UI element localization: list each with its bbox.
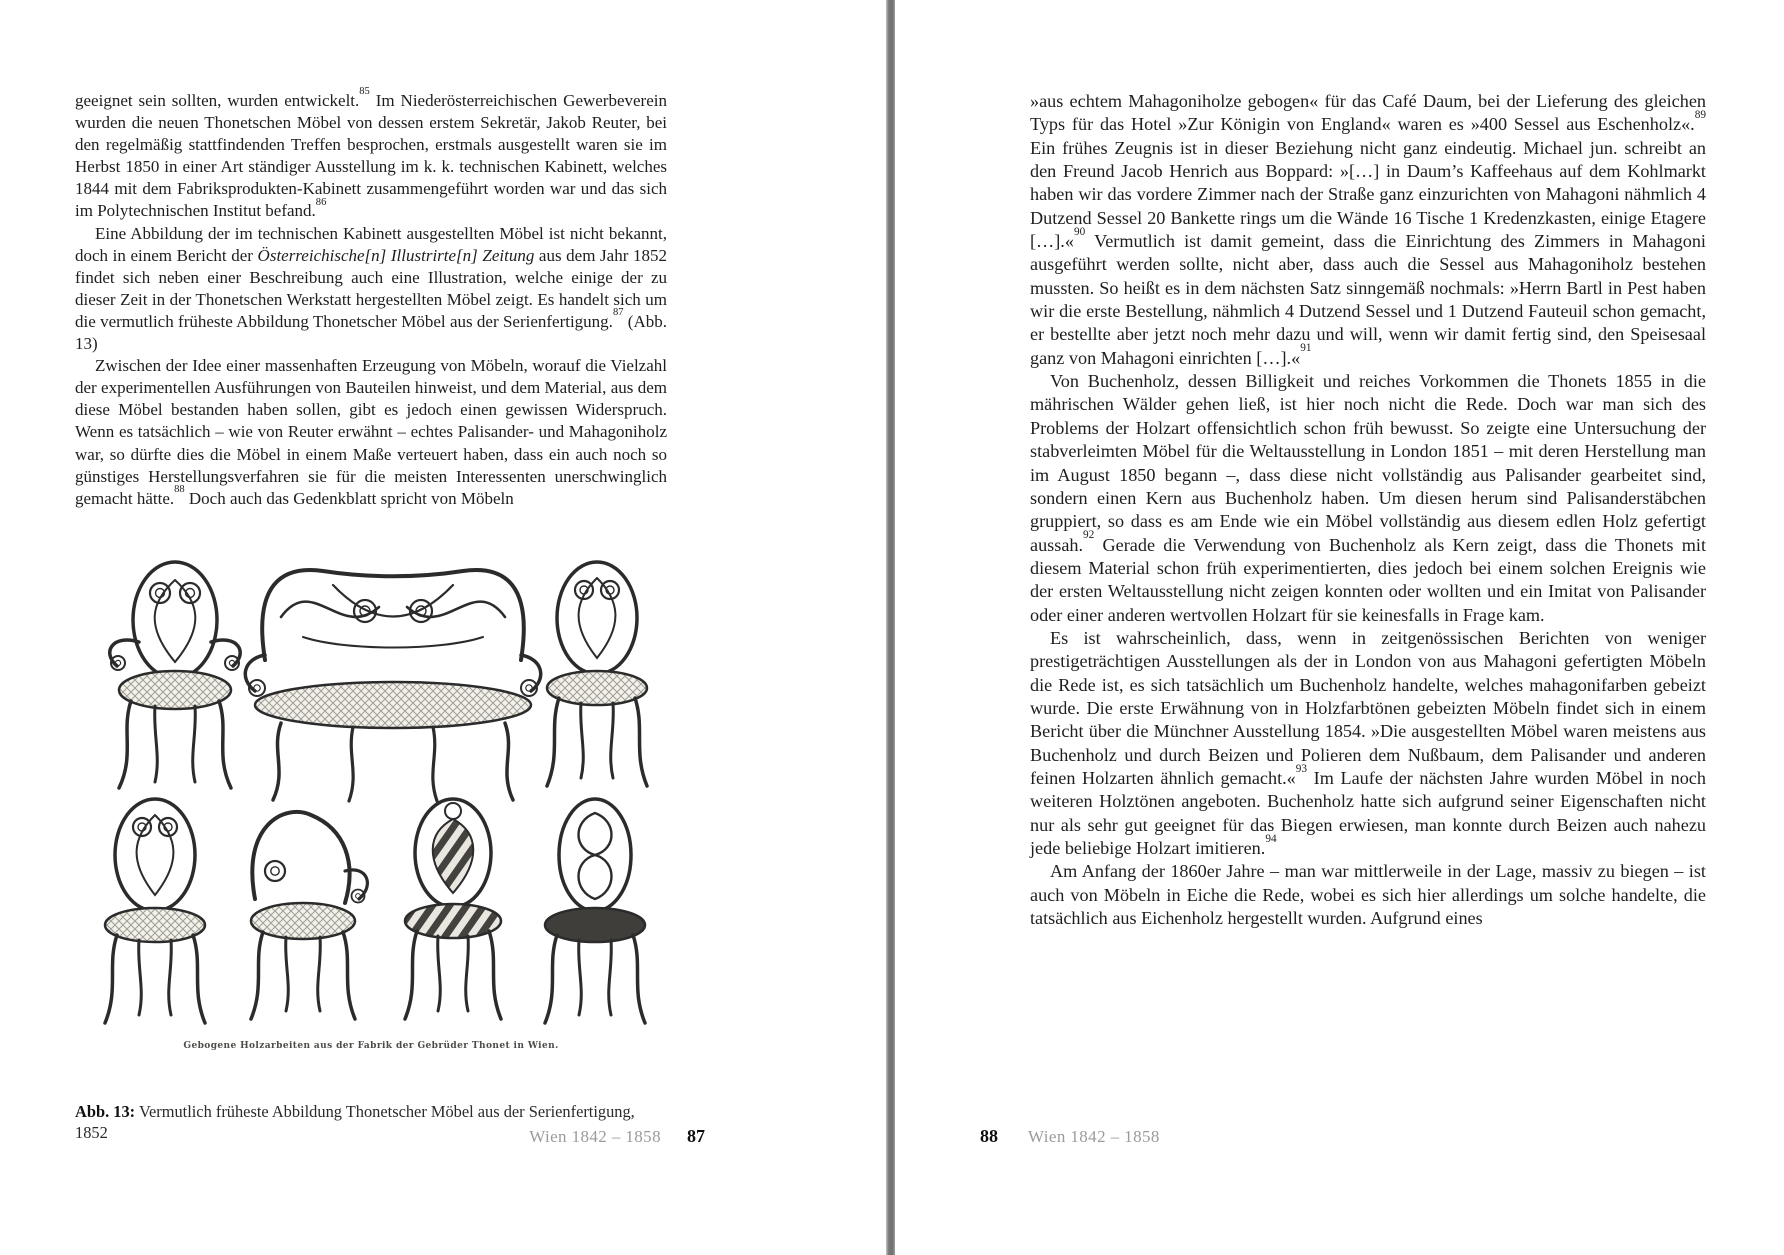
footnote-ref: 94 xyxy=(1265,832,1277,845)
body-text: Gerade die Verwendung von Buchenholz als Kern zeigt, dass die Thonets mit diesem Material schon früh experimentierten, dies jedoch bei einem solchen Ereignis wie der ersten Weltausstellung nicht zeigen konnten oder wollten und ein Imitat von Palisander oder einer anderen wertvollen Holzart für sie keinesfalls in Frage kam. xyxy=(1030,534,1706,625)
body-text: Am Anfang der 1860er Jahre – man war mittlerweile in der Lage, massiv zu biegen – ist auch von Möbeln in Eiche die Rede, wobei es sich hier allerdings um solche handelte, die tatsächlich aus Eichenholz hergestellt wurden. Aufgrund eines xyxy=(1030,861,1706,929)
footnote-ref: 87 xyxy=(612,307,624,319)
body-text: aus dem Jahr 1852 findet sich neben einer Beschreibung auch eine Illustration, welche einige der zu dieser Zeit in der Thonetschen Werkstatt hergestellten Möbel zeigt. Es handelt sich um die vermutlich früheste Abbildung Thonetscher Möbel aus der Serienfertigung. xyxy=(75,245,667,331)
running-title: Wien 1842 – 1858 xyxy=(1028,1127,1160,1146)
settee-illustration xyxy=(245,570,540,801)
figure-caption-label: Abb. 13: xyxy=(75,1102,136,1122)
body-text: Doch auch das Gedenkblatt spricht von Möbeln xyxy=(184,488,514,508)
page-number: 87 xyxy=(687,1126,705,1146)
paragraph xyxy=(1030,860,1706,930)
footnote-ref: 86 xyxy=(315,196,327,208)
side-chair-illustration-bottom-1 xyxy=(105,799,205,1023)
running-title: Wien 1842 – 1858 xyxy=(529,1127,661,1146)
loop-back-chair-illustration-bottom-4 xyxy=(545,799,645,1023)
left-page xyxy=(75,86,705,1210)
paragraph xyxy=(1030,90,1706,370)
engraving-caption: Gebogene Holzarbeiten aus der Fabrik der Gebrüder Thonet in Wien. xyxy=(183,1041,559,1051)
footnote-ref: 88 xyxy=(174,483,185,495)
body-text: Im Niederösterreichischen Gewerbeverein wurden die neuen Thonetschen Möbel von dessen erstem Sekretär, Jakob Reuter, bei den regelmäßig stattfindenden Treffen besprochen, erstmals ausgestellt waren sie im Herbst 1850 in einer Art ständiger Ausstellung im k. k. technischen Kabinett, welches 1844 mit dem Fabriksprodukten-Kabinett zusammengeführt worden war und das sich im Polytechnischen Institut befand. xyxy=(75,91,667,221)
right-page xyxy=(980,90,1706,1210)
paragraph xyxy=(1030,627,1706,860)
figure-abb-13 xyxy=(75,545,667,1065)
right-page-footer xyxy=(980,1126,1160,1147)
thonet-furniture-engraving xyxy=(75,545,667,1037)
body-text: Von Buchenholz, dessen Billigkeit und reiches Vorkommen die Thonets 1855 in die mährischen Wälder gehen ließ, ist hier noch nicht die Rede. Doch war man sich des Problems der Holzart offensichtlich schon früh bewusst. So zeigte eine Untersuchung der stabverleimten Möbel für die Weltausstellung in London 1851 – mit deren Herstellung man im August 1850 begann –, dass diese nicht vollständig aus Palisander gearbeitet sind, sondern einen Kern aus Buchenholz haben. Um diesen herum sind Palisanderstäbchen gruppiert, so dass es am Ende wie ein Möbel vollständig aus diesem edlen Holz gefertigt aussah. xyxy=(1030,371,1706,555)
body-text: Es ist wahrscheinlich, dass, wenn in zeitgenössischen Berichten von weniger prestigeträchtigen Ausstellungen als der in London von aus Mahagoni gefertigten Möbeln die Rede ist, es sich tatsächlich um Buchenholz handelte, welches mahagonifarben gebeizt wurde. Die erste Erwähnung von in Holzfarbtönen gebeizten Möbeln findet sich in einem Bericht über die Münchner Ausstellung 1854. »Die ausgestellten Möbel waren meistens aus Buchenholz und durch Beizen und Polieren dem Nußbaum, dem Palisander und anderen feinen Holzarten ähnlich gemacht.« xyxy=(1030,627,1706,788)
body-text: Vermutlich ist damit gemeint, dass die Einrichtung des Zimmers in Mahagoni ausgeführt werden sollte, nicht aber, dass auch die Sessel aus Mahagoniholz bestehen mussten. So heißt es in dem nächsten Satz sinngemäß nochmals: »Herrn Bartl in Pest haben wir die erste Bestellung, nähmlich 4 Dutzend Sessel und 1 Dutzend Fauteuil schon gemacht, er bestellte aber jetzt noch mehr dazu und will, wenn wir damit fertig sind, den Speisesaal ganz von Mahagoni einrichten […].« xyxy=(1030,231,1706,368)
upholstered-chair-illustration-bottom-3 xyxy=(405,799,501,1019)
body-text: Ein frühes Zeugnis ist in dieser Beziehung nicht ganz eindeutig. Michael jun. schreibt an den Freund Jacob Henrich aus Boppard: »[…] in Daum’s Kaffeehaus auf dem Kohlmarkt haben wir das vordere Zimmer nach der Straße ganz einzurichten von Mahagoni nähmlich 4 Dutzend Sessel 20 Bankette rings um die Wände 16 Tische 1 Kredenzkasten, einige Etagere […].« xyxy=(1030,137,1706,252)
body-text: Zwischen der Idee einer massenhaften Erzeugung von Möbeln, worauf die Vielzahl der experimentellen Ausführungen von Bauteilen hinweist, und dem Material, aus dem diese Möbel bestanden haben sollen, gibt es jedoch einen gewissen Widerspruch. Wenn es tatsächlich – wie von Reuter erwähnt – echtes Palisander- und Mahagoniholz war, so dürfte dies die Möbel in einem Maße verteuert haben, dass ein auch noch so günstiges Herstellungsverfahren sie für die meisten Interessenten unerschwinglich gemacht hätte. xyxy=(75,356,667,508)
paragraph xyxy=(75,223,667,356)
paragraph xyxy=(1030,370,1706,627)
armchair-illustration-bottom-2 xyxy=(251,812,367,1019)
page-number: 88 xyxy=(980,1126,998,1146)
body-text: »aus echtem Mahagoniholze gebogen« für das Café Daum, bei der Lieferung des gleichen Typs für das Hotel »Zur Königin von England« waren es »400 Sessel aus Eschenholz«. xyxy=(1030,91,1706,135)
paragraph xyxy=(75,86,667,223)
body-text: Im Laufe der nächsten Jahre wurden Möbel in noch weiteren Holztönen angeboten. Buchenholz hatte sich aufgrund seiner Eigenschaften nicht nur als sehr gut geeignet für das Biegen erwiesen, man konnte durch Beizen auch nahezu jede beliebige Holzart imitieren. xyxy=(1030,767,1706,858)
footnote-ref: 93 xyxy=(1295,762,1308,775)
figure-caption-text: Vermutlich früheste Abbildung Thonetscher Möbel aus der Serienfertigung, 1852 xyxy=(75,1102,635,1143)
body-text: Eine Abbildung der im technischen Kabinett ausgestellten Möbel ist nicht bekannt, doch in einem Bericht der xyxy=(75,223,667,265)
fauteuil-illustration xyxy=(110,562,240,788)
page-gutter-divider xyxy=(886,0,895,1255)
journal-title: Österreichische[n] Illustrirte[n] Zeitung xyxy=(257,245,535,265)
body-text: geeignet sein sollten, wurden entwickelt. xyxy=(75,91,360,110)
footnote-ref: 91 xyxy=(1300,342,1312,355)
footnote-ref: 90 xyxy=(1073,225,1086,238)
side-chair-illustration-top xyxy=(547,562,647,786)
footnote-ref: 92 xyxy=(1083,529,1095,542)
footnote-ref: 89 xyxy=(1694,108,1706,121)
left-page-footer xyxy=(75,1126,705,1147)
body-text: (Abb. 13) xyxy=(75,311,667,354)
footnote-ref: 85 xyxy=(359,86,370,98)
paragraph xyxy=(75,355,667,510)
